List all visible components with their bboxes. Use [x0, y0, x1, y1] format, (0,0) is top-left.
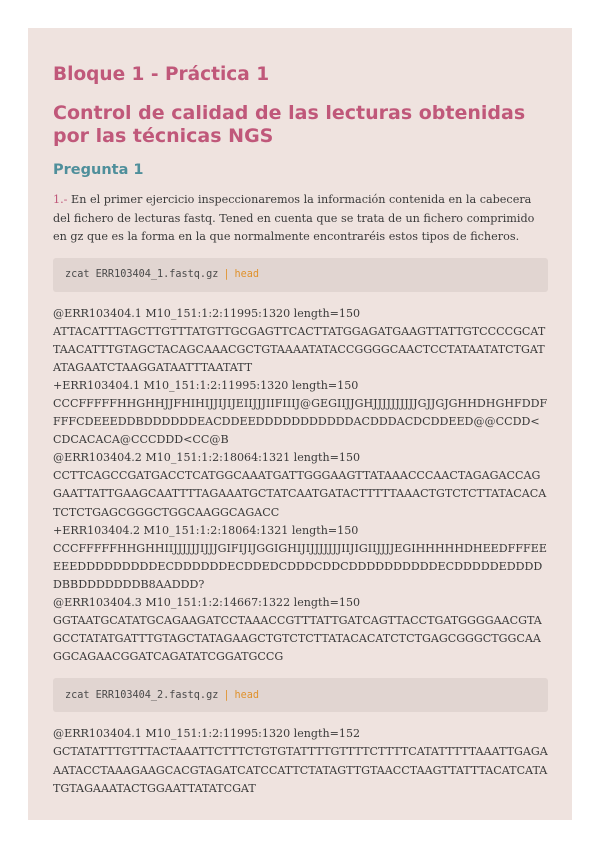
content-card [28, 28, 572, 820]
code-command-head: head [234, 269, 260, 280]
output-line: +ERR103404.1 M10_151:1:2:11995:1320 length=150 [53, 378, 359, 392]
output-line: @ERR103404.3 M10_151:1:2:14667:1322 length=150 [53, 596, 361, 609]
output-line: CCCFFFFFHHGHHIIJJJJJJIJJJGIFIJIJGGIGHIJIJJJJJJJIIJIGIIJJJJEGIHHHHHDHEEDFFFEEEEEDDDDDDDDDECDDDDDDECDDEDCDDDCDDCDDDDDDDDDDECDDDDDEDDDDDBBDDDDDDDB8AADDD? [53, 541, 547, 591]
code-pipe: | [223, 269, 230, 280]
output-line: +ERR103404.2 M10_151:1:2:18064:1321 length=150 [53, 523, 359, 537]
output-block-2 [53, 725, 548, 797]
block-title: Bloque 1 - Práctica 1 [53, 64, 270, 85]
output-line: GCTATATTTGTTTACTAAATTCTTTCTGTGTATTTTGTTTTCTTTTCATATTTTTAAATTGAGAAATACCTAAAGAAGCACGTAGATCATCCATTCTATAGTTGTAACCTAAGTTATTTACATCATATGTAGAAATACTGGAATTATATCGAT [53, 745, 548, 795]
output-line: @ERR103404.1 M10_151:1:2:11995:1320 length=152 [53, 727, 361, 741]
practice-title: Control de calidad de las lecturas obtenidas por las técnicas NGS [53, 102, 526, 147]
output-line: CCCFFFFFHHGHHJJFHIHIJJIJIJEIIJJJIIFIIIJ@GEGIIJJGHJJJJJJJJJJGJJGJGHHDHGHFDDFFFFCDEEEDDBDDDDDDEACDDEEDDDDDDDDDDDACDDDACDCDDEED@@CCDD<CDCACACA@CCCDDD<CC@B [53, 396, 548, 447]
code-command: zcat ERR103404_2.fastq.gz [65, 689, 219, 701]
output-line: CCTTCAGCCGATGACCTCATGGCAAATGATTGGGAAGTTATAAACCCAACTAGAGACCAGGAATTATTGAAGCAATTTTAGAAATGCTATCAATGATACTTTTTAAACTGTCTCTTATACACATCTCTGAGCGGGCTGGCAAGGCAGACC [53, 469, 547, 519]
output-block-1 [53, 305, 548, 667]
output-line: @ERR103404.2 M10_151:1:2:18064:1321 length=150 [53, 451, 361, 465]
question-title: Pregunta 1 [53, 162, 144, 178]
exercise-number: 1.- [53, 193, 68, 206]
output-line: ATTACATTTAGCTTGTTTATGTTGCGAGTTCACTTATGGAGATGAAGTTATTGTCCCCGCATTAACATTTGTAGCTACAGCAAACGCTGTAAAATATACCGGGGCAACTCCTATAATATCTGATATAGAATCTAAGGATAATTTAATATT [53, 324, 546, 374]
code-command-head: head [234, 689, 260, 701]
exercise-text: En el primer ejercicio inspeccionaremos la información contenida en la cabecera del fichero de lecturas fastq. Tened en cuenta que se trata de un fichero comprimido en gz que es la forma en la que normalmente encontraréis estos tipos de ficheros. [53, 193, 535, 243]
code-block-1 [53, 258, 548, 292]
exercise-paragraph [53, 191, 548, 247]
code-command: zcat ERR103404_1.fastq.gz [65, 269, 219, 280]
output-line: GGTAATGCATATGCAGAAGATCCTAAACCGTTTATTGATCAGTTACCTGATGGGGAACGTAGCCTATATGATTTGTAGCTATAGAAGCTGTCTCTTATACACATCTCTGAGCGGGCTGGCAAGGCAGAACGGATCAGATATCGGATGCCG [53, 614, 542, 664]
code-pipe: | [223, 689, 230, 701]
output-line: @ERR103404.1 M10_151:1:2:11995:1320 length=150 [53, 306, 361, 320]
code-block-2 [53, 678, 548, 712]
